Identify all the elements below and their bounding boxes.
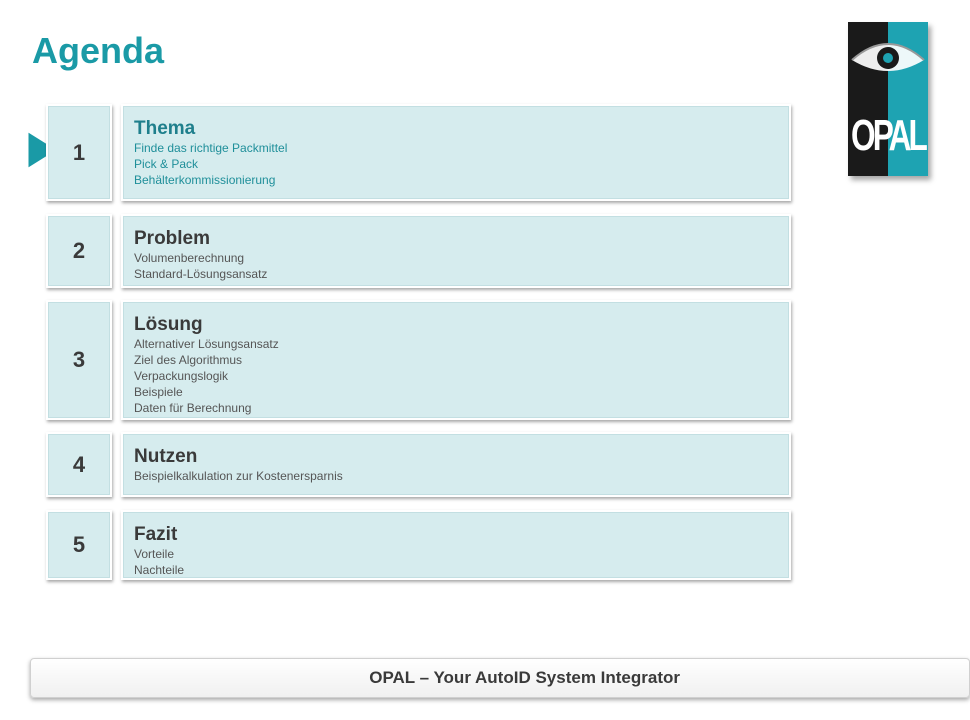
svg-text:OPAL: OPAL: [851, 111, 928, 160]
agenda-item-title: Thema: [134, 118, 196, 139]
agenda-subitem: Volumenberechnung: [134, 251, 245, 265]
opal-logo: [848, 22, 928, 176]
agenda-subitem: Alternativer Lösungsansatz: [134, 337, 279, 351]
agenda-item-title: Problem: [134, 228, 211, 249]
agenda-subitem: Standard-Lösungsansatz: [134, 267, 268, 281]
agenda-item-thema[interactable]: [121, 104, 791, 201]
agenda-number-5: 5: [46, 510, 112, 580]
agenda-subitem: Beispielkalkulation zur Kostenersparnis: [134, 469, 343, 483]
agenda-subitem: Beispiele: [134, 385, 183, 399]
agenda-item-loesung[interactable]: [121, 300, 791, 420]
agenda-item-title: Nutzen: [134, 446, 198, 467]
agenda-subitem: Finde das richtige Packmittel: [134, 141, 288, 155]
agenda-subitem: Nachteile: [134, 563, 185, 577]
agenda-number-3: 3: [46, 300, 112, 420]
agenda-subitem: Daten für Berechnung: [134, 401, 252, 415]
agenda-subitem: Pick & Pack: [134, 157, 199, 171]
agenda-number-4: 4: [46, 432, 112, 497]
agenda-item-title: Lösung: [134, 314, 203, 335]
agenda-subitem: Vorteile: [134, 547, 175, 561]
agenda-item-fazit[interactable]: [121, 510, 791, 580]
agenda-item-problem[interactable]: [121, 214, 791, 288]
agenda-number-2: 2: [46, 214, 112, 288]
agenda-subitem: Verpackungslogik: [134, 369, 229, 383]
agenda-subitem: Ziel des Algorithmus: [134, 353, 243, 367]
footer-text: OPAL – Your AutoID System Integrator: [369, 668, 680, 687]
agenda-number-1: 1: [46, 104, 112, 201]
agenda-subitem: Behälterkommissionierung: [134, 173, 276, 187]
agenda-item-title: Fazit: [134, 524, 178, 545]
eye-logo-icon: [848, 22, 928, 176]
page-title: Agenda: [32, 30, 165, 71]
agenda-item-nutzen[interactable]: [121, 432, 791, 497]
